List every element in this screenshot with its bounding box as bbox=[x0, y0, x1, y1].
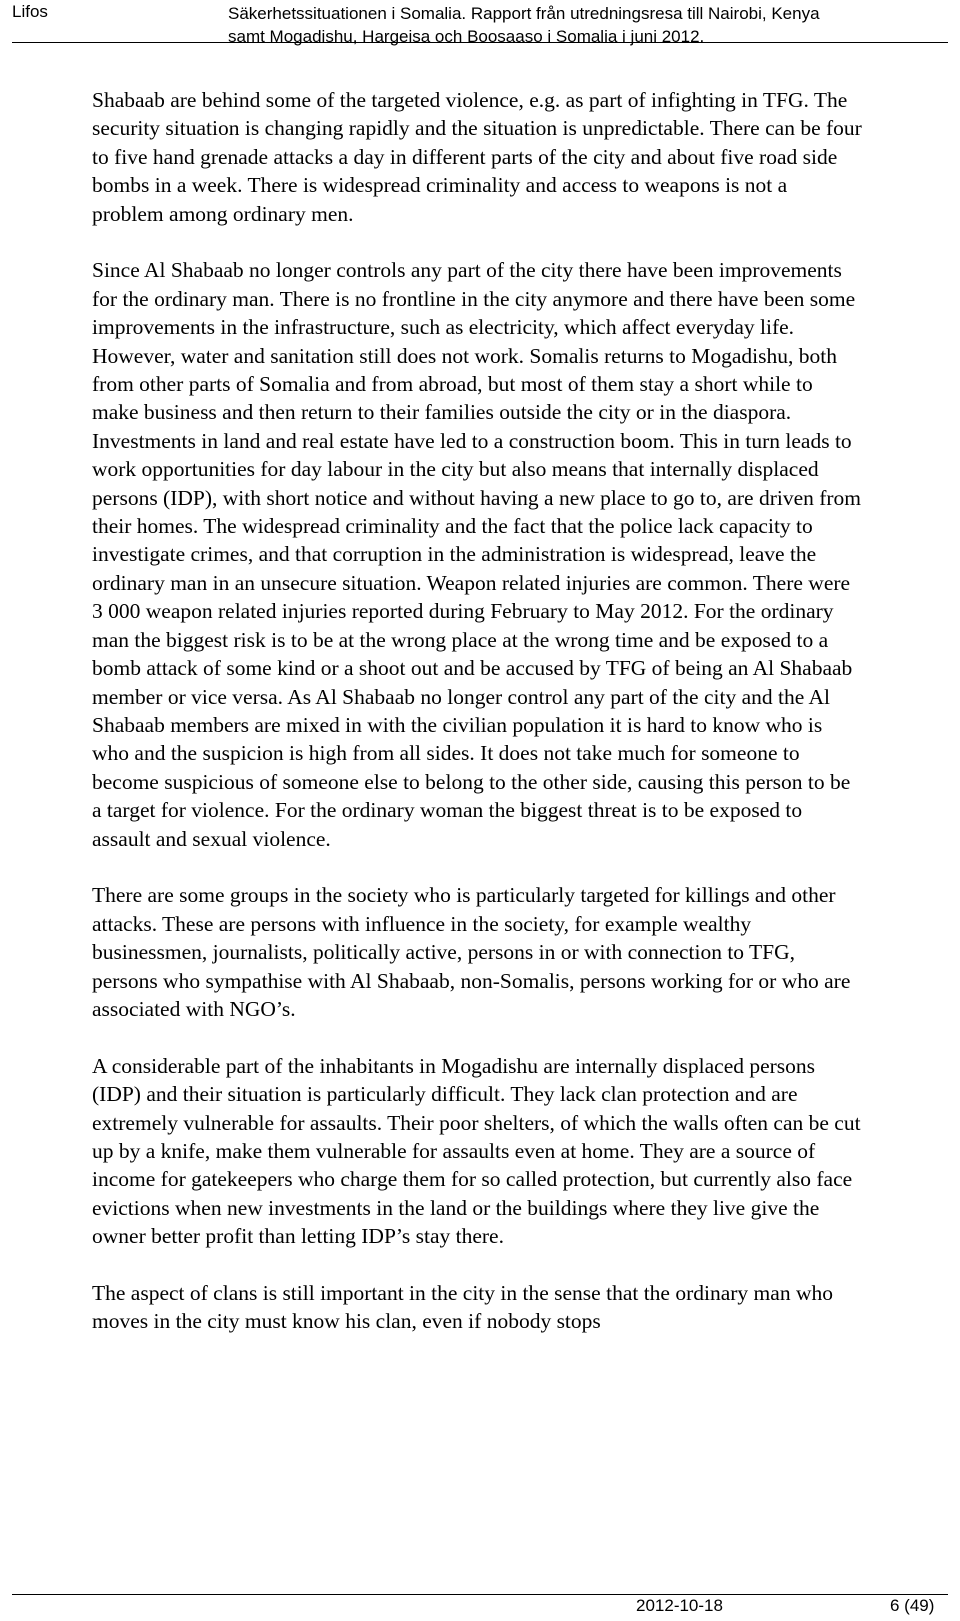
body-text bbox=[92, 86, 864, 1364]
footer-page-number: 6 (49) bbox=[890, 1596, 935, 1615]
header-divider bbox=[12, 42, 948, 43]
header-org-name: Lifos bbox=[12, 2, 48, 21]
paragraph-2: Since Al Shabaab no longer controls any part of the city there have been improvements for the ordinary man. There is no frontline in the city anymore and there have been some improvements in the infrastructure, such as electricity, which affect everyday life. However, water and sanitation still does not work. Somalis returns to Mogadishu, both from other parts of Somalia and from abroad, but most of them stay a short while to make business and then return to their families outside the city or in the diaspora. Investments in land and real estate have led to a construction boom. This in turn leads to work opportunities for day labour in the city but also means that internally displaced persons (IDP), with short notice and without having a new place to go to, are driven from their homes. The widespread criminality and the fact that the police lack capacity to investigate crimes, and that corruption in the administration is widespread, leave the ordinary man in an unsecure situation. Weapon related injuries are common. There were 3 000 weapon related injuries reported during February to May 2012. For the ordinary man the biggest risk is to be at the wrong place at the wrong time and be exposed to a bomb attack of some kind or a shoot out and be accused by TFG of being an Al Shabaab member or vice versa. As Al Shabaab no longer control any part of the city and the Al Shabaab members are mixed in with the civilian population it is hard to know who is who and the suspicion is high from all sides. It does not take much for someone to become suspicious of someone else to belong to the other side, causing this person to be a target for violence. For the ordinary woman the biggest threat is to be exposed to assault and sexual violence. bbox=[92, 258, 862, 851]
footer-divider bbox=[12, 1594, 948, 1595]
header-title-line-1: Säkerhetssituationen i Somalia. Rapport från utredningsresa till Nairobi, Kenya bbox=[228, 4, 820, 23]
footer-date: 2012-10-18 bbox=[636, 1596, 723, 1615]
paragraph-3: There are some groups in the society who is particularly targeted for killings and other attacks. These are persons with influence in the society, for example wealthy businessmen, journalists, politically active, persons in or with connection to TFG, persons who sympathise with Al Shabaab, non-Somalis, persons working for or who are associated with NGO’s. bbox=[92, 883, 851, 1021]
paragraph-1: Shabaab are behind some of the targeted violence, e.g. as part of infighting in TFG. The security situation is changing rapidly and the situation is unpredictable. There can be four to five hand grenade attacks a day in different parts of the city and about five road side bombs in a week. There is widespread criminality and access to weapons is not a problem among ordinary men. bbox=[92, 88, 862, 226]
paragraph-4: A considerable part of the inhabitants in Mogadishu are internally displaced persons (IDP) and their situation is particularly difficult. They lack clan protection and are extremely vulnerable for assaults. Their poor shelters, of which the walls often can be cut up by a knife, make them vulnerable for assaults even at home. They are a source of income for gatekeepers who charge them for so called protection, but currently also face evictions when new investments in the land or the buildings where they live give the owner better profit than letting IDP’s stay there. bbox=[92, 1053, 861, 1249]
header-title-line-2: samt Mogadishu, Hargeisa och Boosaaso i Somalia i juni 2012. bbox=[228, 27, 705, 46]
paragraph-5: The aspect of clans is still important in the city in the sense that the ordinary man who moves in the city must know his clan, even if nobody stops bbox=[92, 1281, 833, 1334]
page-header bbox=[0, 0, 960, 44]
